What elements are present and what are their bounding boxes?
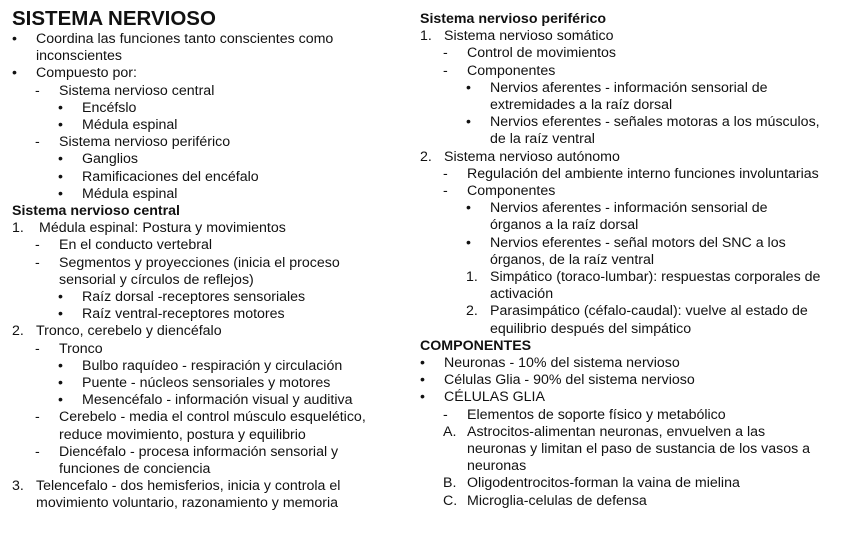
letter-marker: B. <box>443 475 457 492</box>
bullet-marker: • <box>58 185 63 202</box>
number-marker: 1. <box>466 269 478 286</box>
list-item: - Tronco <box>35 340 103 357</box>
bullet-marker: • <box>58 151 63 168</box>
bullet-marker: • <box>466 234 471 251</box>
list-item: • Coordina las funciones tanto conscientes como inconscientes <box>12 31 334 65</box>
dash-marker: - <box>443 406 448 423</box>
right-column <box>420 11 840 510</box>
list-item: • Nervios aferentes - información sensorial de extremidades a la raíz dorsal <box>466 79 768 114</box>
list-item: • Neuronas - 10% del sistema nervioso <box>420 355 680 372</box>
bullet-marker: • <box>58 392 63 409</box>
bullet-marker: • <box>58 117 63 134</box>
bullet-marker: • <box>12 31 17 47</box>
list-item: • Mesencéfalo - información visual y auditiva <box>58 392 353 409</box>
section-heading-componentes: COMPONENTES <box>420 337 532 354</box>
list-item: - Sistema nervioso periférico <box>35 134 231 151</box>
page-title: SISTEMA NERVIOSO <box>12 7 216 30</box>
section-heading-snc: Sistema nervioso central <box>12 203 180 220</box>
list-item: • Raíz dorsal -receptores sensoriales <box>58 289 306 306</box>
letter-marker: C. <box>443 492 458 509</box>
list-item: • Ramificaciones del encéfalo <box>58 168 259 185</box>
dash-marker: - <box>35 254 40 271</box>
bullet-marker: • <box>466 114 471 131</box>
number-marker: 2. <box>420 148 432 165</box>
list-item: • Células Glia - 90% del sistema nervioso <box>420 372 695 389</box>
list-item: • Médula espinal <box>58 117 178 134</box>
list-item: - Diencéfalo - procesa información sensorial y funciones de conciencia <box>35 443 339 478</box>
list-item: 1. Sistema nervioso somático <box>420 28 614 45</box>
list-item: - Componentes <box>443 183 556 200</box>
list-item: • Encéfslo <box>58 99 137 116</box>
bullet-marker: • <box>58 306 63 323</box>
dash-marker: - <box>443 45 448 62</box>
bullet-marker: • <box>420 372 425 389</box>
list-item: • Puente - núcleos sensoriales y motores <box>58 375 331 392</box>
list-item: - Segmentos y proyecciones (inicia el proceso sensorial y círculos de reflejos) <box>35 254 340 288</box>
list-item: 1. Simpático (toraco-lumbar): respuestas corporales de activación <box>466 269 821 303</box>
list-item: • CÉLULAS GLIA <box>420 389 545 406</box>
dash-marker: - <box>35 237 40 254</box>
list-item: A. Astrocitos-alimentan neuronas, envuelven a las neuronas y limitan el paso de sustancia de los vasos a neuronas <box>443 423 811 475</box>
list-item: - Regulación del ambiente interno funciones involuntarias <box>443 165 819 182</box>
bullet-marker: • <box>420 355 425 372</box>
bullet-marker: • <box>58 168 63 185</box>
bullet-marker: • <box>58 357 63 374</box>
dash-marker: - <box>35 443 40 460</box>
list-item: B. Oligodentrocitos-forman la vaina de mielina <box>443 475 740 492</box>
dash-marker: - <box>443 183 448 200</box>
dash-marker: - <box>443 165 448 182</box>
list-item: - Control de movimientos <box>443 45 617 62</box>
list-item: - Cerebelo - media el control músculo esquelético, reduce movimiento, postura y equilibrio <box>35 409 366 443</box>
number-marker: 2. <box>12 323 24 340</box>
bullet-marker: • <box>58 375 63 392</box>
number-marker: 1. <box>420 28 432 45</box>
bullet-marker: • <box>420 389 425 406</box>
number-marker: 2. <box>466 303 478 320</box>
list-item: - Componentes <box>443 62 556 79</box>
list-item: • Nervios aferentes - información sensorial de órganos a la raíz dorsal <box>466 200 768 234</box>
left-column <box>12 8 412 513</box>
list-item: • Nervios eferentes - señales motoras a los músculos, de la raíz ventral <box>466 114 820 148</box>
list-item: 2. Sistema nervioso autónomo <box>420 148 620 165</box>
bullet-marker: • <box>466 200 471 217</box>
list-item: • Raíz ventral-receptores motores <box>58 306 285 323</box>
bullet-marker: • <box>58 99 63 116</box>
dash-marker: - <box>443 62 448 79</box>
dash-marker: - <box>35 82 40 99</box>
list-item: 2. Tronco, cerebelo y diencéfalo <box>12 323 222 340</box>
number-marker: 1. <box>12 220 24 237</box>
list-item: C. Microglia-celulas de defensa <box>443 492 647 509</box>
list-item: 3. Telencefalo - dos hemisferios, inicia y controla el movimiento voluntario, razonamiento y memoria <box>12 478 341 512</box>
list-item: • Compuesto por: <box>12 65 137 82</box>
bullet-marker: • <box>466 79 471 96</box>
bullet-marker: • <box>12 65 17 82</box>
bullet-marker: • <box>58 289 63 306</box>
list-item: 2. Parasimpático (céfalo-caudal): vuelve al estado de equilibrio después del simpático <box>466 303 808 337</box>
section-heading-snp: Sistema nervioso periférico <box>420 11 607 27</box>
list-item: • Nervios eferentes - señal motors del SNC a los órganos, de la raíz ventral <box>466 234 786 268</box>
list-item: - En el conducto vertebral <box>35 237 213 254</box>
dash-marker: - <box>35 409 40 426</box>
number-marker: 3. <box>12 478 24 495</box>
list-item: - Elementos de soporte físico y metabólico <box>443 406 726 423</box>
list-item: 1. Médula espinal: Postura y movimientos <box>12 220 286 237</box>
list-item: • Bulbo raquídeo - respiración y circulación <box>58 357 343 374</box>
dash-marker: - <box>35 340 40 357</box>
letter-marker: A. <box>443 423 457 440</box>
list-item: • Médula espinal <box>58 185 178 202</box>
dash-marker: - <box>35 134 40 151</box>
list-item: • Ganglios <box>58 151 138 168</box>
list-item: - Sistema nervioso central <box>35 82 215 99</box>
